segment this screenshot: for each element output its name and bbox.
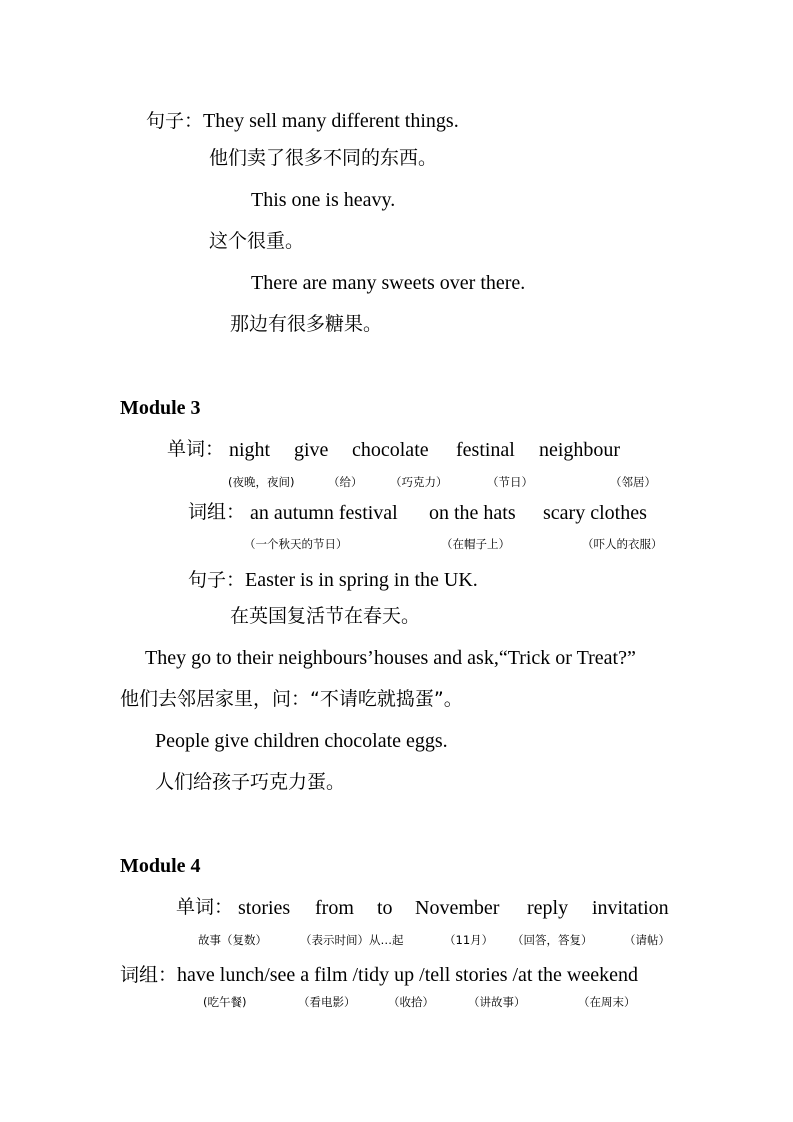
sentence-chinese: 人们给孩子巧克力蛋。 [155, 771, 346, 793]
phrases-line: have lunch/see a film /tidy up /tell stories /at the weekend [177, 964, 638, 986]
word-gloss: （邻居） [610, 475, 656, 489]
phrase: on the hats [429, 502, 516, 524]
sentence-english: People give children chocolate eggs. [155, 730, 448, 752]
word-gloss: （表示时间）从…起 [300, 933, 404, 947]
phrase: an autumn festival [250, 502, 398, 524]
sentence-chinese: 那边有很多糖果。 [230, 313, 383, 335]
word-gloss: （回答，答复） [512, 933, 593, 947]
sentence-row-m3 [188, 565, 478, 592]
vocab-word: reply [527, 897, 569, 919]
vocab-word: chocolate [352, 439, 429, 461]
word-gloss: （巧克力） [390, 475, 448, 489]
vocab-word: to [377, 897, 393, 919]
sentence-english: They sell many different things. [203, 110, 459, 132]
phrase-gloss: (吃午餐) [203, 995, 247, 1009]
word-gloss: （请帖） [624, 933, 670, 947]
vocab-word: neighbour [539, 439, 621, 461]
module-4-heading: Module 4 [120, 855, 201, 877]
vocab-word: November [415, 897, 500, 919]
word-gloss: （11月） [444, 933, 494, 947]
sentence-english: Easter is in spring in the UK. [245, 569, 478, 591]
phrase-gloss: （在帽子上） [441, 537, 510, 551]
sentence-row-1 [146, 106, 459, 133]
words-label: 单词： [176, 896, 234, 918]
phrase-gloss: （收拾） [388, 995, 434, 1009]
sentences-label: 句子： [188, 569, 246, 591]
phrase-gloss: （看电影） [298, 995, 356, 1009]
phrase-gloss: （讲故事） [468, 995, 526, 1009]
vocab-word: give [294, 439, 329, 461]
vocab-word: invitation [592, 897, 669, 919]
words-label: 单词： [167, 438, 225, 460]
sentence-chinese: 他们去邻居家里，问：“不请吃就捣蛋”。 [120, 688, 463, 710]
module-3-heading: Module 3 [120, 397, 201, 419]
sentences-label: 句子： [146, 110, 204, 132]
sentence-english: They go to their neighbours’houses and ask,“Trick or Treat?” [145, 647, 636, 669]
word-gloss: (夜晚，夜间) [228, 475, 295, 489]
vocab-word: stories [238, 897, 291, 919]
phrase: scary clothes [543, 502, 647, 524]
word-gloss: （给） [328, 475, 363, 489]
sentence-chinese: 他们卖了很多不同的东西。 [209, 147, 438, 169]
word-gloss: （节日） [487, 475, 533, 489]
sentence-chinese: 这个很重。 [209, 230, 305, 252]
sentence-english: There are many sweets over there. [251, 272, 526, 294]
vocab-word: festinal [456, 439, 515, 461]
phrase-gloss: （吓人的衣服） [582, 537, 663, 551]
sentence-english: This one is heavy. [251, 189, 396, 211]
phrases-row-m4 [120, 960, 638, 987]
phrase-gloss: （一个秋天的节日） [244, 537, 348, 551]
sentence-chinese: 在英国复活节在春天。 [230, 605, 421, 627]
phrase-gloss: （在周末） [578, 995, 636, 1009]
phrases-label: 词组： [120, 964, 178, 986]
vocab-word: from [315, 897, 354, 919]
vocab-word: night [229, 439, 271, 461]
word-gloss: 故事（复数） [198, 933, 267, 947]
phrases-label: 词组： [188, 501, 246, 523]
